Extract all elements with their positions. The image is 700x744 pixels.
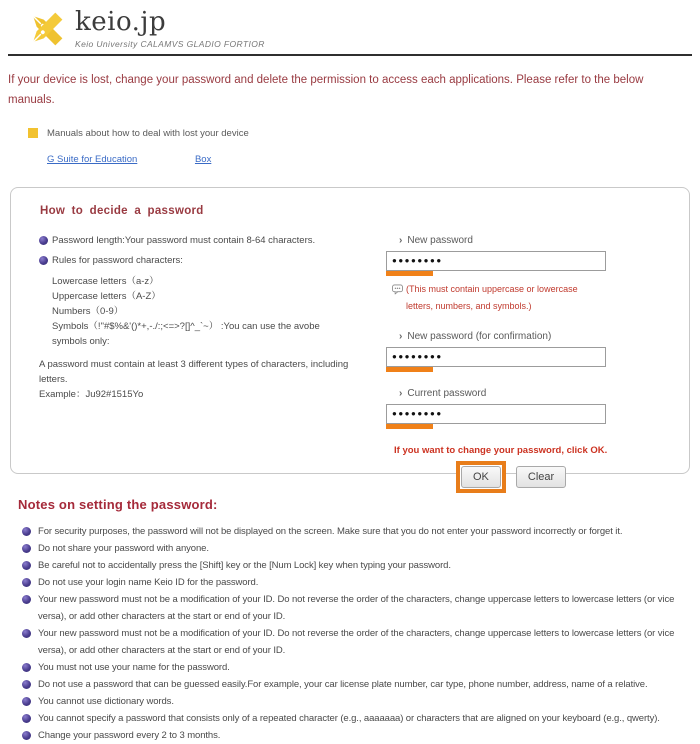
character-type-lowercase: Lowercase letters（a-z）: [52, 275, 159, 287]
bullet-icon: [22, 527, 31, 536]
note-item: [22, 676, 696, 693]
field-label-row: [399, 331, 689, 342]
input-strength-bar: [386, 367, 433, 372]
note-item: [22, 591, 696, 625]
chevron-right-icon: ›: [399, 234, 403, 246]
rule-password-length: [39, 234, 386, 248]
manuals-label: Manuals about how to deal with lost your device: [47, 127, 249, 139]
note-item: [22, 540, 696, 557]
current-password-input[interactable]: [386, 404, 606, 424]
page-header: [0, 0, 700, 49]
character-type-symbols: Symbols（!"#$%&'()*+,-./:;<=>?[]^_`~） :You can use the avobe symbols only:: [52, 320, 320, 347]
password-form: [386, 234, 689, 493]
closing-text: A password must contain at least 3 different types of characters, including letters.: [39, 358, 349, 385]
clear-button[interactable]: Clear: [516, 466, 566, 488]
bullet-icon: [22, 663, 31, 672]
brand-block: [75, 9, 265, 49]
password-panel: [10, 187, 690, 483]
character-type-uppercase: Uppercase letters（A-Z）: [52, 290, 161, 302]
bullet-icon: [22, 697, 31, 706]
manual-links: [47, 154, 700, 165]
bullet-icon: [22, 578, 31, 587]
submit-instruction: If you want to change your password, click OK.: [394, 444, 608, 456]
bullet-icon: [22, 714, 31, 723]
panel-heading: How to decide a password: [40, 204, 204, 217]
new-password-caption: [392, 281, 607, 315]
field-confirm-password: [386, 331, 689, 372]
closing-note: [39, 357, 379, 402]
field-new-password: [386, 235, 689, 315]
field-label-row: [399, 388, 689, 399]
note-text: You cannot specify a password that consists only of a repeated character (e.g., aaaaaaa) or characters that are aligned on your keyboard (e.g., qwerty).: [38, 712, 660, 724]
input-strength-bar: [386, 424, 433, 429]
caption-text: (This must contain uppercase or lowercase letters, numbers, and symbols.): [406, 283, 578, 311]
note-text: Your new password must not be a modification of your ID. Do not reverse the order of the characters, change uppercase letters to lowercase letters (or vice versa), or add other characters at the start or end of your ID.: [38, 627, 675, 656]
link-gsuite[interactable]: G Suite for Education: [47, 153, 138, 165]
bullet-icon: [22, 561, 31, 570]
password-rules: [11, 234, 386, 493]
manuals-label-row: [28, 128, 700, 139]
note-item: [22, 710, 696, 727]
field-label: New password: [407, 234, 473, 246]
note-text: Do not use a password that can be guessed easily.For example, your car license plate number, car type, phone number, address, name of a relative.: [38, 678, 648, 690]
password-example: Example：Ju92#1515Yo: [39, 388, 144, 400]
form-buttons: [456, 461, 689, 493]
field-label-row: [399, 235, 689, 246]
note-item: [22, 523, 696, 540]
rule-password-characters: [39, 254, 386, 268]
field-label: Current password: [407, 387, 487, 399]
bullet-icon: [22, 731, 31, 740]
note-text: Do not use your login name Keio ID for the password.: [38, 576, 259, 588]
note-item: [22, 659, 696, 676]
note-text: Do not share your password with anyone.: [38, 542, 209, 554]
note-text: Be careful not to accidentally press the [Shift] key or the [Num Lock] key when typing your password.: [38, 559, 451, 571]
rule-text: Rules for password characters:: [52, 254, 183, 266]
note-text: Change your password every 2 to 3 months.: [38, 729, 221, 741]
bullet-icon: [22, 544, 31, 553]
header-divider: [8, 54, 692, 56]
new-password-input[interactable]: [386, 251, 606, 271]
note-text: For security purposes, the password will not be displayed on the screen. Make sure that you do not enter your password incorrectly or forget it.: [38, 525, 623, 537]
chevron-right-icon: ›: [399, 330, 403, 342]
bullet-icon: [39, 236, 48, 245]
lost-device-warning: If your device is lost, change your password and delete the permission to access each applications. Please refer to the below manuals.: [8, 74, 644, 107]
note-text: Your new password must not be a modification of your ID. Do not reverse the order of the characters, change uppercase letters to lowercase letters (or vice versa), or add other characters at the start or end of your ID.: [38, 593, 675, 622]
speech-bubble-icon: [392, 284, 403, 295]
rule-text: Password length:Your password must contain 8-64 characters.: [52, 234, 316, 246]
field-current-password: [386, 388, 689, 429]
square-bullet-icon: [28, 128, 38, 138]
note-text: You must not use your name for the password.: [38, 661, 230, 673]
field-label: New password (for confirmation): [407, 330, 552, 342]
panel-body: [11, 234, 689, 493]
bullet-icon: [22, 680, 31, 689]
notes-list: [22, 523, 696, 744]
note-item: [22, 574, 696, 591]
note-item: [22, 693, 696, 710]
note-item: [22, 727, 696, 744]
bullet-icon: [22, 629, 31, 638]
crossed-pens-logo-icon: [26, 9, 66, 49]
site-title: keio.jp: [75, 7, 167, 37]
notes-heading: Notes on setting the password:: [18, 496, 218, 512]
character-type-numbers: Numbers（0-9）: [52, 305, 124, 317]
note-item: [22, 557, 696, 574]
confirm-password-input[interactable]: [386, 347, 606, 367]
bullet-icon: [39, 256, 48, 265]
note-text: You cannot use dictionary words.: [38, 695, 174, 707]
ok-button-highlight: [456, 461, 506, 493]
link-box[interactable]: Box: [194, 153, 212, 165]
chevron-right-icon: ›: [399, 387, 403, 399]
note-item: [22, 625, 696, 659]
bullet-icon: [22, 595, 31, 604]
ok-button[interactable]: OK: [461, 466, 501, 488]
input-strength-bar: [386, 271, 433, 276]
character-type-list: [52, 274, 352, 349]
site-subtitle: Keio University CALAMVS GLADIO FORTIOR: [75, 39, 265, 50]
